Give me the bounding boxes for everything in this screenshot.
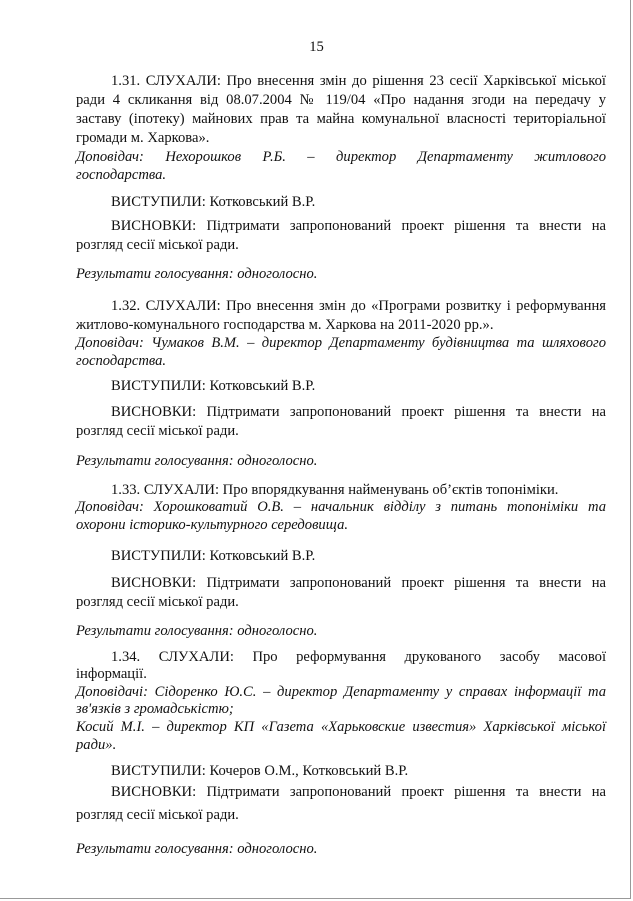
item-1-31-heard-line-4: громади м. Харкова». — [76, 130, 210, 146]
item-1-31-reporter-line-1: Доповідач: Нехорошков Р.Б. – директор Департаменту житлового — [76, 149, 606, 165]
item-1-33-conclusion-line-2: розгляд сесії міської ради. — [76, 594, 239, 610]
item-1-31-conclusion-line-1: ВИСНОВКИ: Підтримати запропонований проект рішення та внести на — [111, 218, 606, 234]
item-1-34-reporter-line-1: Доповідачі: Сідоренко Ю.С. – директор Департаменту у справах інформації та — [76, 684, 606, 700]
page-number: 15 — [309, 39, 324, 55]
item-1-31-conclusion-line-2: розгляд сесії міської ради. — [76, 237, 239, 253]
item-1-33-spoke: ВИСТУПИЛИ: Котковський В.Р. — [111, 548, 316, 564]
item-1-34-spoke: ВИСТУПИЛИ: Кочеров О.М., Котковський В.Р. — [111, 763, 409, 779]
item-1-32-reporter-line-1: Доповідач: Чумаков В.М. – директор Департаменту будівництва та шляхового — [76, 335, 606, 351]
item-1-33-conclusion-line-1: ВИСНОВКИ: Підтримати запропонований проект рішення та внести на — [111, 575, 606, 591]
item-1-34-reporter-line-4: ради». — [76, 737, 117, 753]
item-1-34-conclusion-line-2: розгляд сесії міської ради. — [76, 807, 239, 823]
item-1-32-spoke: ВИСТУПИЛИ: Котковський В.Р. — [111, 378, 316, 394]
item-1-31-vote-result: Результати голосування: одноголосно. — [76, 266, 318, 282]
item-1-31-heard-line-1: 1.31. СЛУХАЛИ: Про внесення змін до рішення 23 сесії Харківської міської — [111, 73, 606, 89]
item-1-32-conclusion-line-1: ВИСНОВКИ: Підтримати запропонований проект рішення та внести на — [111, 404, 606, 420]
item-1-34-heard-line-2: інформації. — [76, 666, 147, 682]
item-1-32-heard-line-2: житлово-комунального господарства м. Харкова на 2011-2020 рр.». — [76, 317, 494, 333]
item-1-34-reporter-line-2: зв'язків з громадськістю; — [76, 701, 234, 717]
item-1-34-reporter-line-3: Косий М.І. – директор КП «Газета «Харьковские известия» Харківської міської — [76, 719, 606, 735]
item-1-33-reporter-line-1: Доповідач: Хорошковатий О.В. – начальник відділу з питань топоніміки та — [76, 499, 606, 515]
item-1-32-heard-line-1: 1.32. СЛУХАЛИ: Про внесення змін до «Програми розвитку і реформування — [111, 298, 606, 314]
item-1-34-conclusion-line-1: ВИСНОВКИ: Підтримати запропонований проект рішення та внести на — [111, 784, 606, 800]
item-1-33-vote-result: Результати голосування: одноголосно. — [76, 623, 318, 639]
item-1-32-conclusion-line-2: розгляд сесії міської ради. — [76, 423, 239, 439]
item-1-32-reporter-line-2: господарства. — [76, 353, 167, 369]
item-1-31-reporter-line-2: господарства. — [76, 167, 167, 183]
item-1-34-heard-line-1: 1.34. СЛУХАЛИ: Про реформування друкованого засобу масової — [111, 649, 606, 665]
item-1-33-heard-line-1: 1.33. СЛУХАЛИ: Про впорядкування найменувань об’єктів топоніміки. — [111, 482, 559, 498]
item-1-31-spoke: ВИСТУПИЛИ: Котковський В.Р. — [111, 194, 316, 210]
item-1-31-heard-line-2: ради 4 скликання від 08.07.2004 № 119/04 «Про надання згоди на передачу у — [76, 92, 606, 108]
item-1-31-heard-line-3: заставу (іпотеку) майнових прав та майна комунальної власності територіальної — [76, 111, 606, 127]
item-1-33-reporter-line-2: охорони історико-культурного середовища. — [76, 517, 349, 533]
item-1-32-vote-result: Результати голосування: одноголосно. — [76, 453, 318, 469]
item-1-34-vote-result: Результати голосування: одноголосно. — [76, 841, 318, 857]
